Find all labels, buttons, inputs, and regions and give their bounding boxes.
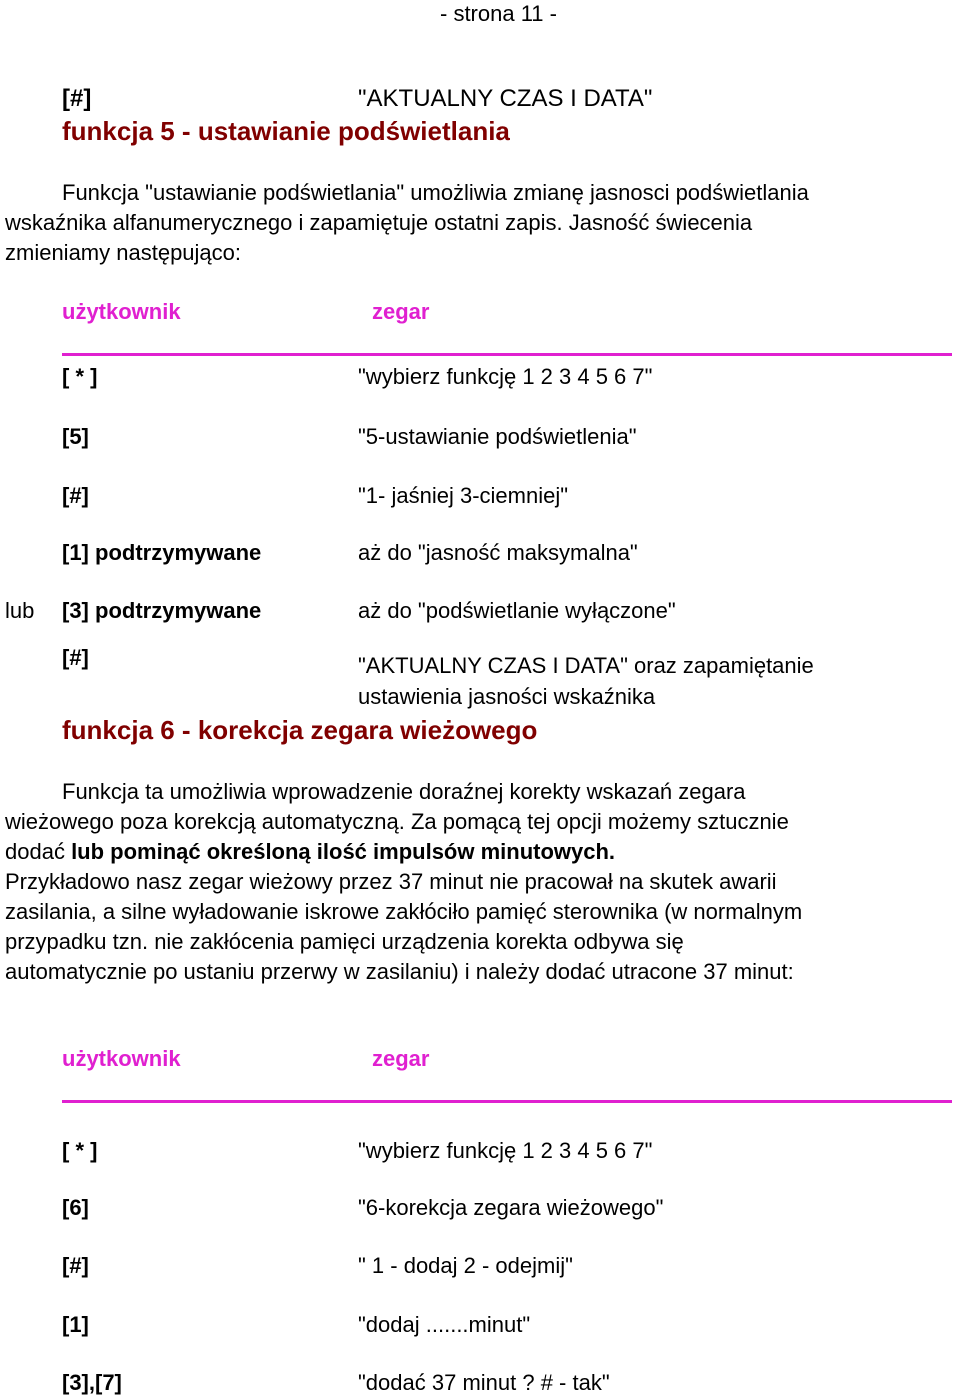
s5-row5-clock: aż do "podświetlanie wyłączone" (358, 598, 676, 623)
s6-row1-user: [ * ] (62, 1138, 98, 1163)
page-number: - strona 11 - (440, 1, 557, 26)
s5-row3-clock: "1- jaśniej 3-ciemniej" (358, 483, 569, 508)
section6-para-line4: Przykładowo nasz zegar wieżowy przez 37 minut nie pracował na skutek awarii (5, 869, 777, 894)
section6-para-line3 (5, 841, 615, 863)
section6-col-user: użytkownik (62, 1046, 181, 1071)
s5-row5-user: [3] podtrzymywane (62, 598, 262, 623)
section5-para-line3: zmieniamy następująco: (5, 240, 242, 265)
s6-row5-user: [3],[7] (62, 1370, 122, 1395)
s5-row6-user: [#] (62, 645, 89, 670)
section6-para-line5: zasilania, a silne wyładowanie iskrowe zakłóciło pamięć sterownika (w normalnym (5, 899, 803, 924)
s6-row4-user: [1] (62, 1312, 89, 1337)
pre-display: "AKTUALNY CZAS I DATA" (358, 85, 653, 112)
s6-row5-clock: "dodać 37 minut ? # - tak" (358, 1370, 610, 1395)
section5-col-user: użytkownik (62, 299, 181, 324)
para-line3-bold: lub pominąć określoną ilość impulsów minutowych. (71, 839, 616, 864)
section5-col-clock: zegar (372, 299, 430, 324)
s5-row2-clock: "5-ustawianie podświetlenia" (358, 424, 637, 449)
s6-row2-clock: "6-korekcja zegara wieżowego" (358, 1195, 664, 1220)
s5-row3-user: [#] (62, 483, 89, 508)
s5-row6-clock-line2: ustawienia jasności wskaźnika (358, 684, 656, 709)
pre-key: [#] (62, 85, 92, 112)
section6-para-line6: przypadku tzn. nie zakłócenia pamięci urządzenia korekta odbywa się (5, 929, 684, 954)
section5-divider (62, 353, 952, 356)
section6-title: funkcja 6 - korekcja zegara wieżowego (62, 715, 538, 745)
section6-col-clock: zegar (372, 1046, 430, 1071)
s5-row5-prefix: lub (5, 598, 35, 623)
section6-para-line1: Funkcja ta umożliwia wprowadzenie doraźnej korekty wskazań zegara (62, 779, 746, 804)
section6-para-line2: wieżowego poza korekcją automatyczną. Za pomącą tej opcji możemy sztucznie (5, 809, 789, 834)
s6-row3-user: [#] (62, 1253, 89, 1278)
section5-para-line2: wskaźnika alfanumerycznego i zapamiętuje ostatni zapis. Jasność świecenia (5, 210, 753, 235)
s6-row3-clock: " 1 - dodaj 2 - odejmij" (358, 1253, 573, 1278)
s6-row4-clock: "dodaj .......minut" (358, 1312, 531, 1337)
s6-row1-clock: "wybierz funkcję 1 2 3 4 5 6 7" (358, 1138, 653, 1163)
section5-para-line1: Funkcja "ustawianie podświetlania" umożliwia zmianę jasnosci podświetlania (62, 180, 809, 205)
s6-row2-user: [6] (62, 1195, 89, 1220)
para-line3-normal: dodać (5, 839, 72, 864)
s5-row2-user: [5] (62, 424, 89, 449)
s5-row1-clock: "wybierz funkcję 1 2 3 4 5 6 7" (358, 364, 653, 389)
section6-para-line7: automatycznie po ustaniu przerwy w zasilaniu) i należy dodać utracone 37 minut: (5, 959, 794, 984)
s5-row1-user: [ * ] (62, 364, 98, 389)
s5-row6-clock: "AKTUALNY CZAS I DATA" oraz zapamiętanie (358, 653, 814, 678)
s5-row4-user: [1] podtrzymywane (62, 540, 262, 565)
section5-title: funkcja 5 - ustawianie podświetlania (62, 116, 510, 146)
s5-row4-clock: aż do "jasność maksymalna" (358, 540, 638, 565)
section6-divider (62, 1100, 952, 1103)
